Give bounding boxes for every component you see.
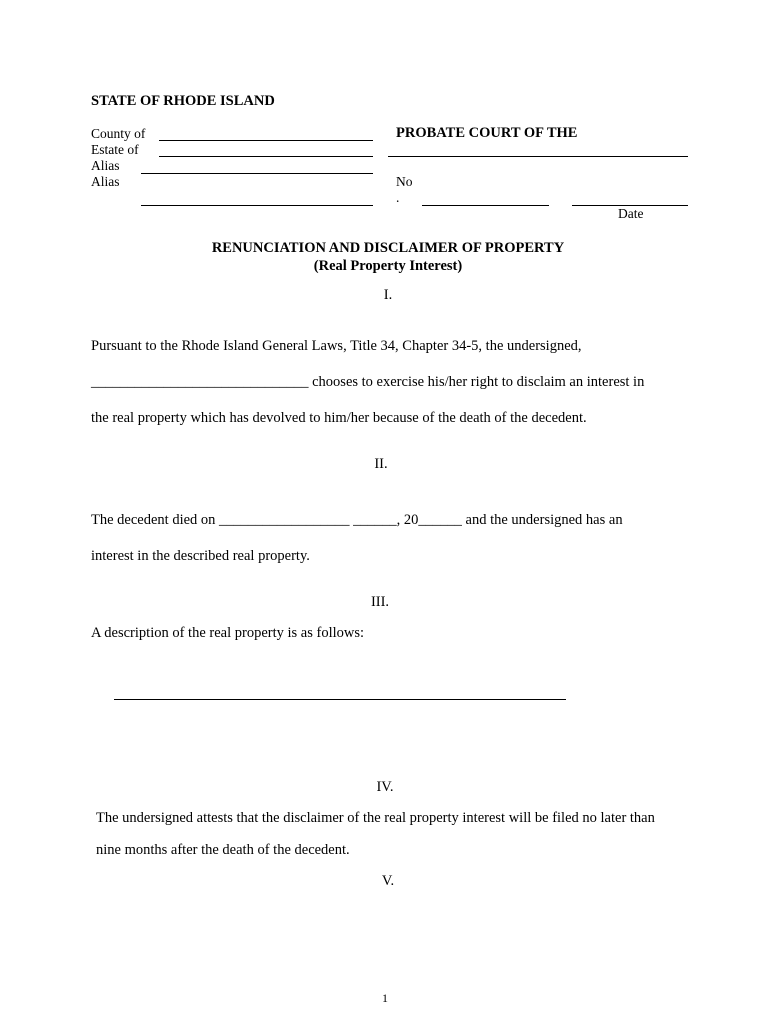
alias-field-line-2[interactable] [141, 205, 373, 206]
county-field-line[interactable] [159, 140, 373, 141]
court-field-line[interactable] [388, 156, 688, 157]
state-heading: STATE OF RHODE ISLAND [91, 93, 275, 109]
section-numeral-5: V. [381, 873, 395, 889]
property-description-line[interactable] [114, 699, 566, 700]
section-4-line-1: The undersigned attests that the disclaimer of the real property interest will be filed no later than [96, 810, 655, 826]
section-numeral-1: I. [383, 287, 393, 303]
alias-label-1: Alias [91, 158, 120, 173]
section-3-line-1: A description of the real property is as follows: [91, 625, 365, 641]
section-4-line-2: nine months after the death of the decedent. [96, 842, 350, 858]
date-label: Date [618, 206, 644, 221]
alias-label-2: Alias [91, 174, 120, 189]
no-dot: . [396, 190, 400, 205]
section-2-line-2: interest in the described real property. [91, 548, 310, 564]
page-number: 1 [382, 991, 388, 1005]
alias-field-line-1[interactable] [141, 173, 373, 174]
section-numeral-2: II. [374, 456, 388, 472]
section-1-line-1: Pursuant to the Rhode Island General Laws, Title 34, Chapter 34-5, the undersigned, [91, 338, 582, 354]
estate-label: Estate of [91, 142, 139, 157]
document-title: RENUNCIATION AND DISCLAIMER OF PROPERTY [211, 240, 565, 256]
probate-court-label: PROBATE COURT OF THE [396, 125, 578, 141]
section-1-line-3: the real property which has devolved to him/her because of the death of the decedent. [91, 410, 587, 426]
section-1-line-2: ______________________________ chooses to exercise his/her right to disclaim an interest in [91, 374, 645, 390]
case-number-line[interactable] [422, 205, 549, 206]
county-label: County of [91, 126, 146, 141]
no-label: No [396, 174, 413, 189]
document-subtitle: (Real Property Interest) [313, 258, 463, 274]
section-numeral-4: IV. [376, 779, 394, 795]
section-numeral-3: III. [370, 594, 390, 610]
section-2-line-1: The decedent died on __________________ ______, 20______ and the undersigned has an [91, 512, 623, 528]
estate-field-line[interactable] [159, 156, 373, 157]
